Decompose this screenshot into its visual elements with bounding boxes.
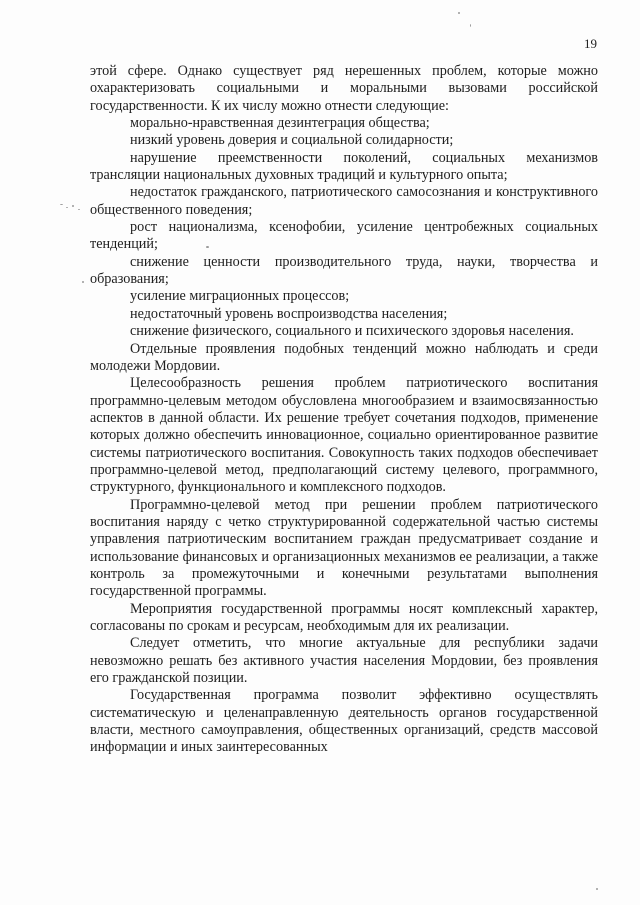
scan-speck <box>206 246 209 248</box>
page-number: 19 <box>584 36 597 51</box>
paragraph-youth: Отдельные проявления подобных тенденций можно наблюдать и среди молодежи Мордовии. <box>90 340 598 374</box>
paragraph-intro: этой сфере. Однако существует ряд нерешенных проблем, которые можно охарактеризовать социальными и моральными вызовами российской государственности. К их числу можно отнести следующие: <box>90 63 598 114</box>
list-item-civic-deficit: недостаток гражданского, патриотического самосознания и конструктивного общественного поведения; <box>90 184 598 218</box>
scan-speck <box>458 12 460 14</box>
list-item-migration: усиление миграционных процессов; <box>130 288 350 305</box>
list-item-labor-value: снижение ценности производительного труда, науки, творчества и образования; <box>90 253 598 288</box>
scan-speck <box>82 281 84 283</box>
list-item-low-trust: низкий уровень доверия и социальной солидарности; <box>130 132 454 149</box>
body-text <box>90 63 598 757</box>
scan-speck <box>470 24 471 27</box>
scan-speck <box>60 204 63 205</box>
scan-speck <box>78 209 80 210</box>
paragraph-program-target: Программно-целевой метод при решении проблем патриотического воспитания наряду с четко структурированной содержательной частью системы управления патриотическим воспитанием граждан предусматривает создание и использование финансовых и организационных механизмов ее реализации, а также контроль за промежуточными и конечными результатами выполнения государственной программы. <box>90 496 598 600</box>
paragraph-tasks: Следует отметить, что многие актуальные для республики задачи невозможно решать без активного участия населения Мордовии, без проявления его гражданской позиции. <box>90 635 598 687</box>
list-item-health: снижение физического, социального и психического здоровья населения. <box>130 323 574 340</box>
scan-speck <box>66 207 68 208</box>
paragraph-program-method: Целесообразность решения проблем патриотического воспитания программно-целевым методом обусловлена многообразием и взаимосвязанностью аспектов в данной области. Их решение требует сочетания подходов, применение которых должно обеспечить инновационное, социально ориентированное развитие системы патриотического воспитания. Совокупность таких подходов обеспечивает программно-целевой метод, предполагающий систему целевого, программного, структурного, функционального и комплексного подходов. <box>90 375 598 496</box>
paragraph-state-program: Государственная программа позволит эффективно осуществлять систематическую и целенаправленную деятельность органов государственной власти, местного самоуправления, общественных организаций, средств массовой информации и иных заинтересованных <box>90 687 598 756</box>
paragraph-measures: Мероприятия государственной программы носят комплексный характер, согласованы по срокам и ресурсам, необходимым для их реализации. <box>90 600 598 634</box>
scan-speck <box>596 888 598 890</box>
list-item-moral-disintegration: морально-нравственная дезинтеграция общества; <box>130 115 430 132</box>
list-item-reproduction: недостаточный уровень воспроизводства населения; <box>130 305 448 322</box>
list-item-generations: нарушение преемственности поколений, социальных механизмов трансляции национальных духовных традиций и культурного опыта; <box>90 149 598 184</box>
scan-speck <box>72 205 74 207</box>
list-item-nationalism: рост национализма, ксенофобии, усиление центробежных социальных тенденций; <box>90 219 598 253</box>
